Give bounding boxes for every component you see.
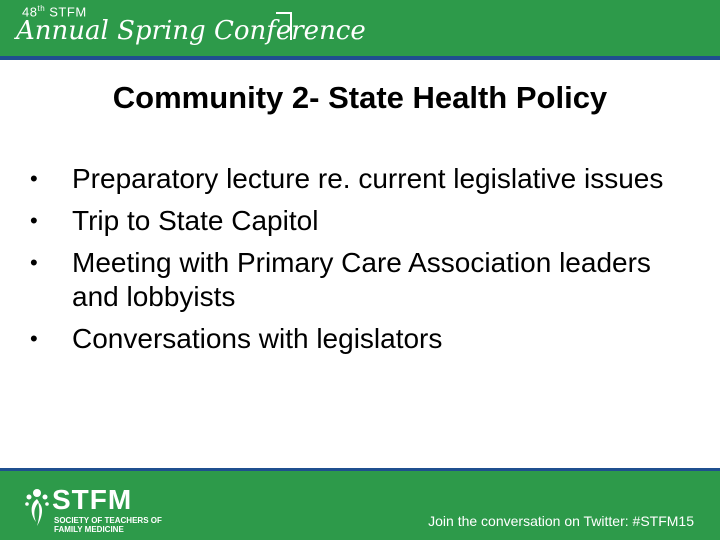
header-band [0, 0, 720, 56]
bullet-text: Preparatory lecture re. current legislative issues [72, 163, 664, 194]
bullet-item [30, 246, 670, 314]
stfm-logo-subtitle: SOCIETY OF TEACHERS OF FAMILY MEDICINE [54, 516, 162, 534]
bullet-marker: • [30, 166, 38, 191]
bullet-item [30, 162, 670, 196]
bullet-list [30, 162, 670, 364]
stfm-figure-icon [24, 488, 50, 528]
header-bracket-decoration [276, 12, 292, 40]
bullet-item [30, 204, 670, 238]
bullet-text: Trip to State Capitol [72, 205, 319, 236]
conference-edition: 48th STFM [22, 4, 87, 20]
bullet-marker: • [30, 326, 38, 351]
bullet-marker: • [30, 250, 38, 275]
bullet-item [30, 322, 670, 356]
twitter-hashtag-text: Join the conversation on Twitter: #STFM15 [428, 513, 694, 529]
slide-title: Community 2- State Health Policy [112, 80, 608, 115]
bullet-text: Conversations with legislators [72, 323, 443, 354]
bullet-text: Meeting with Primary Care Association leaders and lobbyists [72, 247, 651, 312]
header-accent-line [0, 56, 720, 60]
conference-name: Annual Spring Conference [16, 16, 366, 46]
bullet-marker: • [30, 208, 38, 233]
stfm-logo-text: STFM [52, 484, 133, 515]
